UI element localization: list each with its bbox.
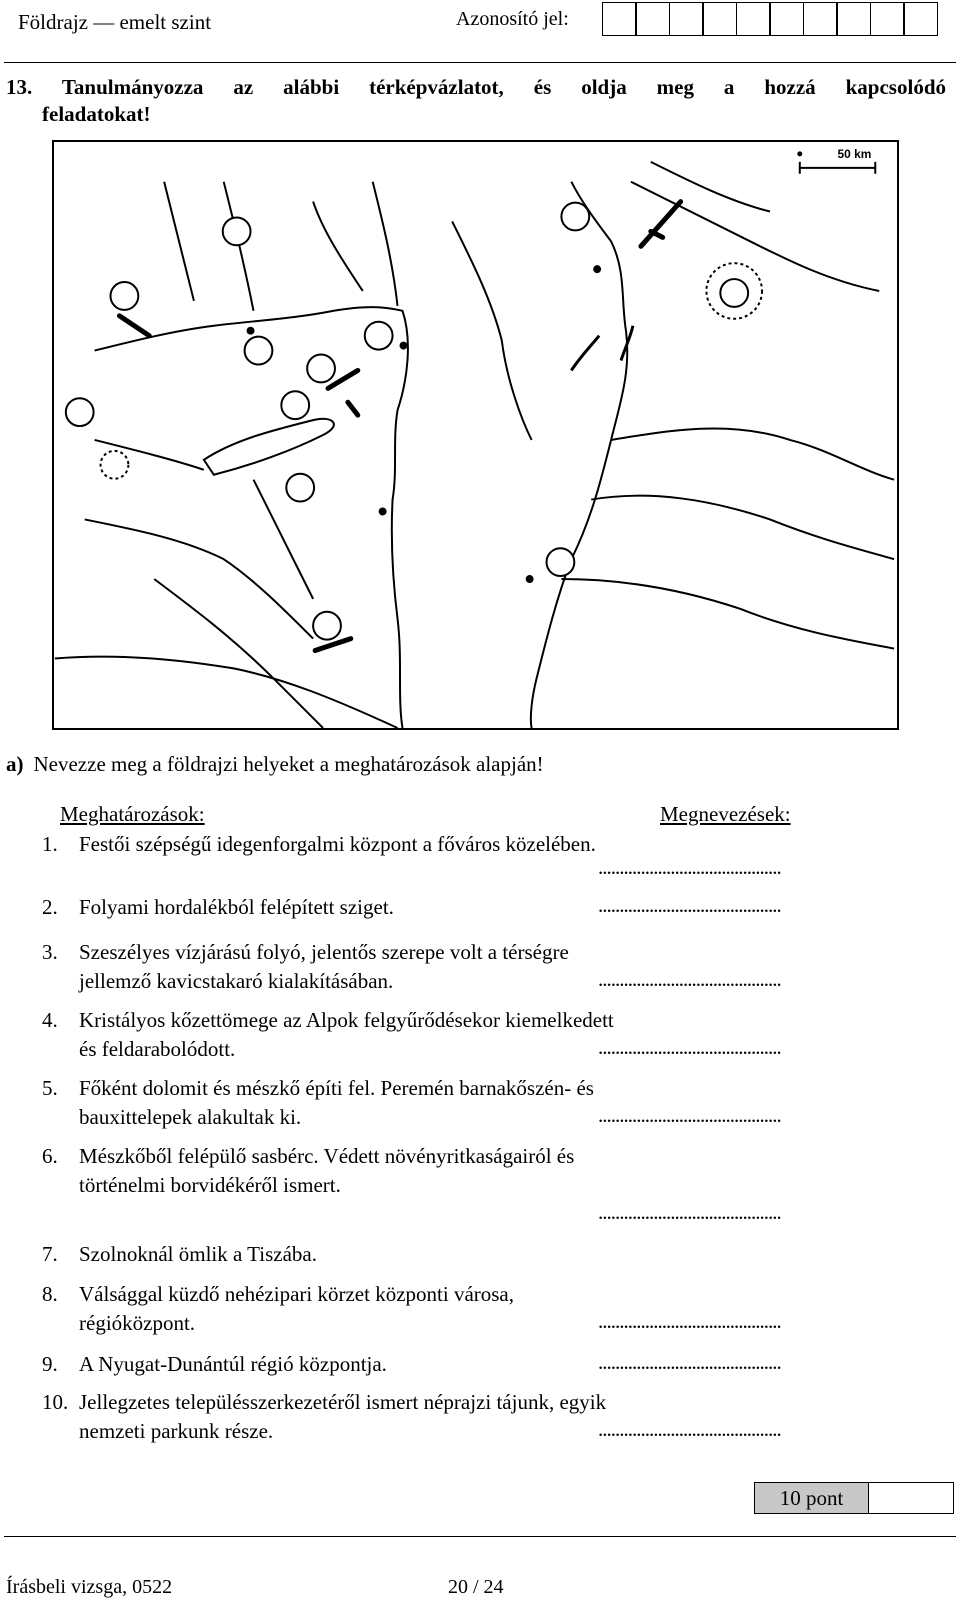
id-boxes [603, 2, 938, 36]
answer-field[interactable]: ........................................... [598, 1035, 781, 1059]
answer-field[interactable]: ........................................... [598, 855, 781, 879]
question-number: 3. [42, 940, 58, 964]
answer-field[interactable]: ........................................... [598, 893, 781, 917]
scale-label: 50 km [837, 146, 872, 161]
answer-field[interactable]: ........................................... [598, 1103, 781, 1127]
id-box[interactable] [836, 2, 871, 36]
question-number: 10. [42, 1390, 69, 1414]
id-box[interactable] [769, 2, 804, 36]
header-divider [4, 62, 956, 63]
answer-field[interactable]: ........................................... [598, 1200, 781, 1224]
question-text: Mészkőből felépülő sasbérc. Védett növényritkaságairól és történelmi borvidékéről ismert. [79, 1144, 575, 1197]
subtask-a [6, 752, 544, 777]
column-head-names: Megnevezések: [660, 802, 791, 826]
question-text: Főként dolomit és mészkő építi fel. Peremén barnakőszén- és bauxittelepek alakultak ki. [79, 1076, 594, 1129]
task-title: 13. Tanulmányozza az alábbi térképvázlatot, és oldja meg a hozzá kapcsolódó [6, 75, 946, 99]
column-head-definitions: Meghatározások: [60, 802, 205, 826]
question-text: Jellegzetes településszerkezetéről ismert néprajzi tájunk, egyik nemzeti parkunk része. [79, 1390, 607, 1443]
question-number: 7. [42, 1242, 58, 1266]
question-text: Válsággal küzdő nehézipari körzet központi városa, régióközpont. [79, 1282, 515, 1335]
score-box [754, 1482, 954, 1514]
lake-balaton [204, 419, 334, 475]
subtask-text: Nevezze meg a földrajzi helyeket a meghatározások alapján! [33, 752, 544, 776]
answer-field[interactable]: ........................................... [598, 1309, 781, 1333]
question-text: Szolnoknál ömlik a Tiszába. [79, 1242, 317, 1266]
id-box[interactable] [602, 2, 637, 36]
question-number: 6. [42, 1144, 58, 1168]
page-number: 20 / 24 [448, 1576, 504, 1598]
question-number: 8. [42, 1282, 58, 1306]
question-number: 1. [42, 832, 58, 856]
footer-divider [4, 1536, 956, 1537]
question-text: Kristályos kőzettömege az Alpok felgyűrődésekor kiemelkedett és feldarabolódott. [79, 1008, 614, 1061]
answer-field[interactable]: ........................................... [598, 1417, 781, 1441]
question-number: 4. [42, 1008, 58, 1032]
question-number: 5. [42, 1076, 58, 1100]
score-label: 10 pont [755, 1483, 869, 1513]
drava-river [55, 657, 398, 728]
id-box[interactable] [635, 2, 670, 36]
id-box[interactable] [669, 2, 704, 36]
danube-river [95, 307, 408, 728]
question-text: A Nyugat-Dunántúl régió központja. [79, 1352, 387, 1376]
task-title-cont: feladatokat! [42, 102, 151, 126]
id-box[interactable] [736, 2, 771, 36]
score-field[interactable] [869, 1483, 953, 1513]
question-text: Festői szépségű idegenforgalmi központ a főváros közelében. [79, 832, 596, 856]
id-box[interactable] [870, 2, 905, 36]
question-number: 2. [42, 895, 58, 919]
subtask-letter: a) [6, 752, 24, 776]
scale-bar [797, 147, 875, 174]
id-box[interactable] [803, 2, 838, 36]
question-text: Folyami hordalékból felépített sziget. [79, 895, 394, 919]
tisza-river [531, 182, 627, 728]
footer-exam: Írásbeli vizsga, 0522 [6, 1576, 173, 1598]
answer-field[interactable]: ........................................... [598, 967, 781, 991]
answer-field[interactable]: ........................................... [598, 1350, 781, 1374]
header-subject: Földrajz — emelt szint [18, 10, 212, 34]
sketch-map [52, 140, 899, 730]
id-box[interactable] [702, 2, 737, 36]
id-label: Azonosító jel: [456, 8, 569, 30]
question-text: Szeszélyes vízjárású folyó, jelentős szerepe volt a térségre jellemző kavicstakaró kialakításában. [79, 940, 569, 993]
id-box[interactable] [903, 2, 938, 36]
question-number: 9. [42, 1352, 58, 1376]
